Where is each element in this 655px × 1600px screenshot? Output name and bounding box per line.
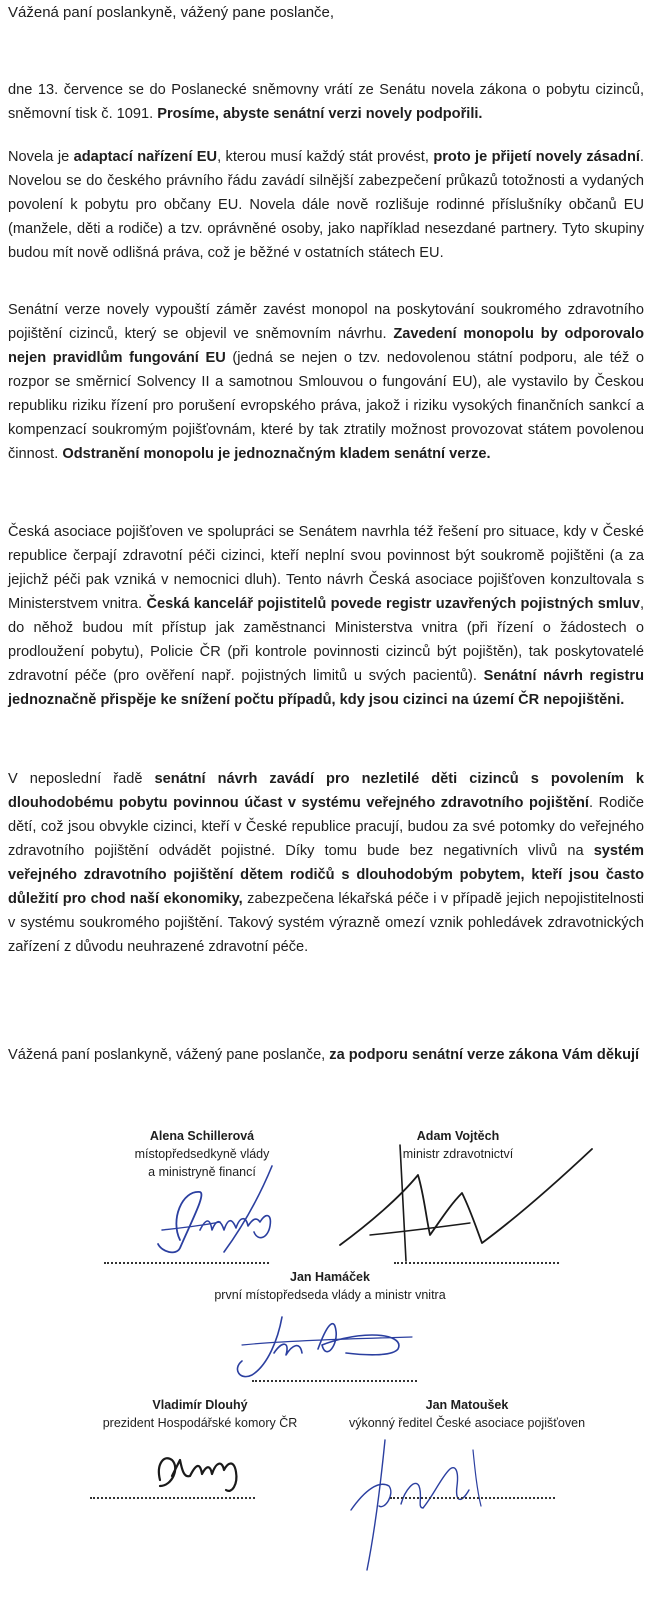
paragraph-3 — [8, 298, 644, 466]
p4-text-1: Česká asociace pojišťoven ve spolupráci se Senátem navrhla též řešení pro situace, kdy v České republice čerpají zdravotní péči cizinci, kteří neplní svou povinnost být soukromě pojištěni (a za jejichž péči pak vzniká v nemocnici dluh). Tento návrh Česká asociace pojišťoven konzultovala s Ministerstvem vnitra. — [8, 524, 644, 612]
paragraph-1 — [8, 78, 644, 126]
signature-line — [390, 1497, 555, 1499]
p5-text-1: V neposlední řadě — [8, 771, 155, 787]
salutation: Vážená paní poslankyně, vážený pane poslanče, — [8, 4, 335, 21]
paragraph-4 — [8, 520, 644, 712]
signatory-name: Adam Vojtěch — [416, 1129, 500, 1143]
closing-paragraph — [8, 1043, 644, 1067]
signature-matousek-icon — [345, 1430, 515, 1580]
p1-text-1: dne 13. července se do Poslanecké sněmovny vrátí ze Senátu novela zákona o pobytu cizinců, sněmovní tisk č. 1091. — [8, 82, 644, 122]
p4-text-2: , do něhož budou mít přístup jak zaměstnanci Ministerstva vnitra (při řízení o žádostech o prodloužení pobytu), Policie ČR (při kontrole povinnosti cizinců být pojištěn), tak poskytovatelé zdravotní péče (pro ověření např. pojistných limitů u svých pacientů). — [8, 596, 645, 684]
p5-bold-2: systém veřejného zdravotního pojištění dětem rodičů s dlouhodobým pobytem, kteří jsou často důležití pro chod naší ekonomiky, — [8, 843, 644, 907]
signatory-role: prezident Hospodářské komory ČR — [102, 1416, 298, 1430]
signatory-role: první místopředseda vlády a ministr vnitra — [214, 1288, 446, 1302]
signature-hamacek-icon — [222, 1305, 422, 1385]
signature-schillerova-icon — [140, 1160, 310, 1260]
signature-line — [90, 1497, 255, 1499]
signature-line — [394, 1262, 559, 1264]
p4-bold-2: Senátní návrh registru jednoznačně přispěje ke snížení počtu případů, kdy jsou cizinci na území ČR nepojištěni. — [8, 668, 644, 708]
p6-text-1: Vážená paní poslankyně, vážený pane poslanče, — [8, 1047, 330, 1063]
signatory-name: Jan Matoušek — [425, 1398, 509, 1412]
signature-dlouhy-icon — [150, 1440, 260, 1500]
signatory-name: Alena Schillerová — [149, 1129, 255, 1143]
signatory-dlouhy — [80, 1396, 320, 1432]
signatory-role-2: a ministryně financí — [148, 1165, 256, 1179]
signatory-role: výkonný ředitel České asociace pojišťoven — [348, 1416, 586, 1430]
p2-bold-1: adaptací nařízení EU — [73, 149, 218, 165]
p2-bold-2: proto je přijetí novely zásadní — [433, 149, 640, 165]
p5-bold-1: senátní návrh zavádí pro nezletilé děti cizinců s povolením k dlouhodobému pobytu povinnou účast v systému veřejného zdravotního pojištění — [8, 771, 645, 811]
p5-text-2: . Rodiče dětí, což jsou obvykle cizinci, kteří v České republice pracují, budou za své potomky do veřejného zdravotního pojištění odvádět pojistné. Díky tomu bude bez negativních vlivů na — [8, 795, 644, 859]
signatory-name: Jan Hamáček — [290, 1270, 370, 1284]
signatory-hamacek — [180, 1268, 480, 1304]
signature-line — [104, 1262, 269, 1264]
signature-line — [252, 1380, 417, 1382]
p6-bold-1: za podporu senátní verze zákona Vám děkují — [329, 1047, 640, 1063]
p2-text-2: , kterou musí každý stát provést, — [217, 149, 434, 165]
p1-bold-1: Prosíme, abyste senátní verzi novely podpořili. — [157, 106, 483, 122]
p3-bold-1: Zavedení monopolu by odporovalo nejen pravidlům fungování EU — [8, 326, 644, 366]
p4-bold-1: Česká kancelář pojistitelů povede registr uzavřených pojistných smluv — [146, 596, 640, 612]
p3-text-1: Senátní verze novely vypouští záměr zavést monopol na poskytování soukromého zdravotního pojištění cizinců, který se objevil ve sněmovním návrhu. — [8, 302, 644, 342]
p3-bold-2: Odstranění monopolu je jednoznačným kladem senátní verze. — [62, 446, 491, 462]
signature-vojtech-icon — [330, 1135, 600, 1270]
p2-text-3: . Novelou se do českého právního řádu zavádí silnější zabezpečení průkazů totožnosti a vydaných povolení k pobytu pro občany EU. Novela dále nově rozlišuje rodinné příslušníky občanů EU (manžele, děti a rodiče) a tzv. oprávněné osoby, jako například nesezdané partnery. Tyto skupiny budou mít nově odlišná práva, což je běžné v ostatních státech EU. — [8, 149, 644, 261]
signatory-role: ministr zdravotnictví — [402, 1147, 514, 1161]
signatory-matousek — [322, 1396, 612, 1432]
p2-text-1: Novela je — [8, 149, 74, 165]
signatory-name: Vladimír Dlouhý — [152, 1398, 248, 1412]
paragraph-2 — [8, 145, 644, 265]
paragraph-5 — [8, 767, 644, 959]
signatory-role: místopředsedkyně vlády — [134, 1147, 270, 1161]
p3-text-2: (jedná se nejen o tzv. nedovolenou státní podporu, ale též o rozpor se směrnicí Solvency II a samotnou Smlouvou o fungování EU), ale vystavilo by Českou republiku riziku řízení pro porušení evropského práva, jakož i riziku vysokých finančních sankcí a kompenzací soukromým pojišťovnám, které by tak ztratily možnost provozovat státem povolenou činnost. — [8, 350, 644, 462]
p5-text-3: zabezpečena lékařská péče i v případě jejich nepojistitelnosti v systému soukromého pojištění. Takový systém výrazně omezí vznik pohledávek zdravotnických zařízení z důvodu neuhrazené zdravotní péče. — [8, 891, 644, 955]
